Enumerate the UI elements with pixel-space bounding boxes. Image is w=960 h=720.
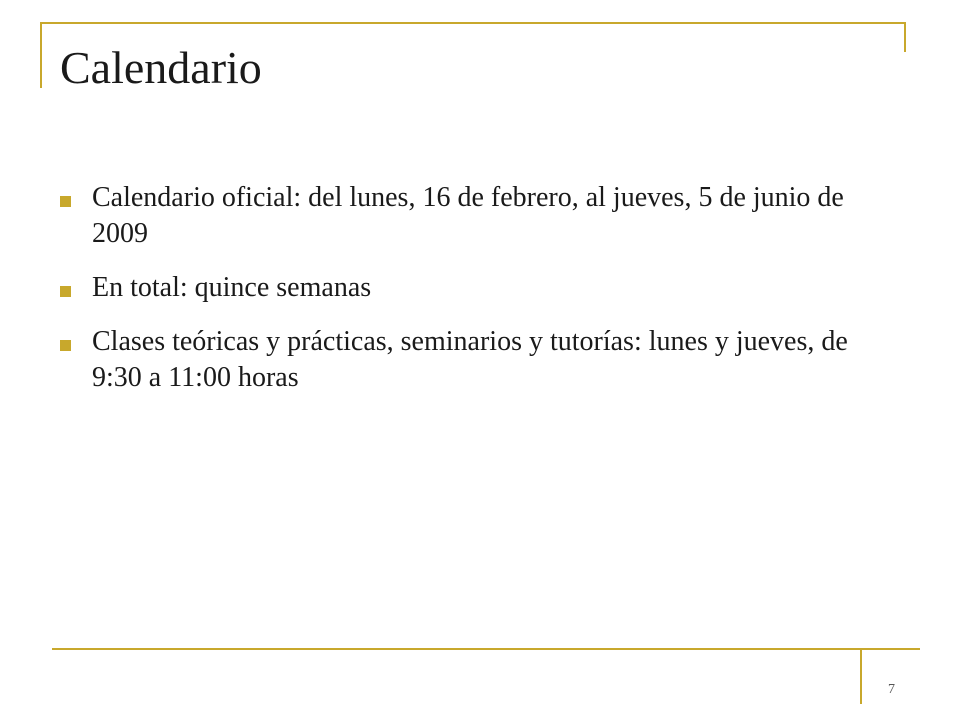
square-bullet-icon xyxy=(60,286,71,297)
title-accent-line-left xyxy=(40,22,42,88)
bullet-list xyxy=(60,180,880,414)
bullet-item-en-total xyxy=(60,270,880,306)
bullet-text: Calendario oficial: del lunes, 16 de febrero, al jueves, 5 de junio de 2009 xyxy=(92,182,844,249)
bullet-item-clases xyxy=(60,324,880,396)
slide-title: Calendario xyxy=(60,42,262,93)
page-number: 7 xyxy=(888,682,895,697)
bullet-text: Clases teóricas y prácticas, seminarios y tutorías: lunes y jueves, de 9:30 a 11:00 horas xyxy=(92,326,848,393)
title-accent-line-right xyxy=(904,22,906,52)
title-accent-line-top xyxy=(41,22,906,24)
footer-divider-tick xyxy=(860,648,862,704)
footer-divider-line xyxy=(52,648,920,650)
bullet-text: En total: quince semanas xyxy=(92,272,372,303)
square-bullet-icon xyxy=(60,196,71,207)
bullet-item-calendario-oficial xyxy=(60,180,880,252)
square-bullet-icon xyxy=(60,340,71,351)
